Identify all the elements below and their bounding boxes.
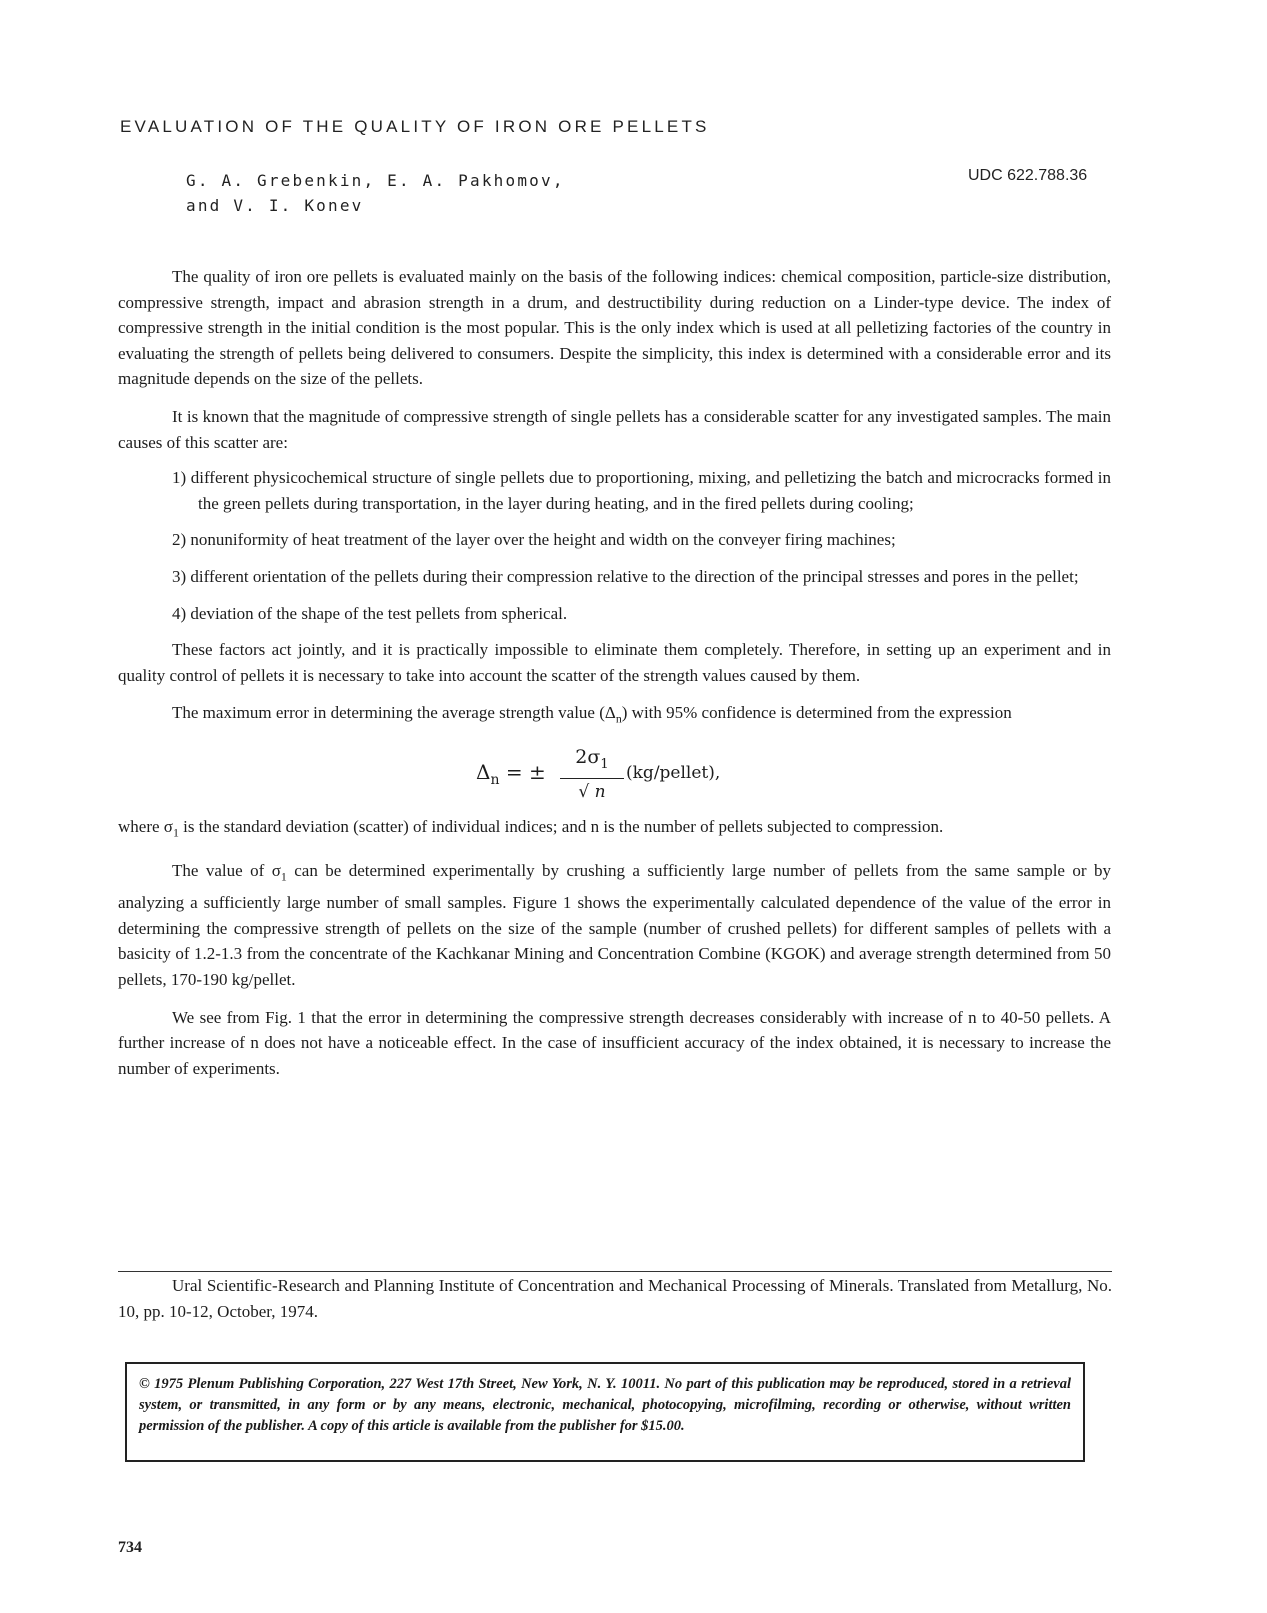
paragraph-4-text-b: ) with 95% confidence is determined from the expression (621, 703, 1012, 723)
article-body (118, 264, 1111, 1081)
page-number: 734 (118, 1539, 142, 1556)
formula-delta: Δ (476, 760, 491, 785)
formula-denominator: √ n (578, 782, 606, 803)
list-item: 2) nonuniformity of heat treatment of the layer over the height and width on the conveyer firing machines; (172, 530, 896, 550)
formula-lhs-subscript: n (490, 772, 500, 789)
causes-list (118, 465, 1111, 626)
authors-line-1: G. A. Grebenkin, E. A. Pakhomov, (186, 171, 565, 190)
formula-numerator (560, 744, 624, 779)
copyright-box (125, 1362, 1085, 1462)
paragraph-6 (118, 858, 1111, 992)
paragraph-6-text-a: The value of σ (172, 861, 281, 881)
list-item: 4) deviation of the shape of the test pellets from spherical. (172, 603, 568, 623)
paragraph-5-text-a: where σ (118, 817, 173, 837)
article-title: EVALUATION OF THE QUALITY OF IRON ORE PELLETS (120, 117, 710, 136)
formula-numerator-subscript: 1 (600, 757, 609, 773)
formula-lhs (476, 760, 546, 794)
paragraph-4 (118, 700, 1111, 732)
paragraph-2: It is known that the magnitude of compressive strength of single pellets has a considerable scatter for any investigated samples. The main causes of this scatter are: (118, 406, 1111, 452)
footnote: Ural Scientific-Research and Planning Institute of Concentration and Mechanical Processing of Minerals. Translated from Metallurg, No. 10, pp. 10-12, October, 1974. (118, 1276, 1112, 1321)
paragraph-5-subscript: 1 (172, 825, 179, 840)
paragraph-1: The quality of iron ore pellets is evaluated mainly on the basis of the following indices: chemical composition, particle-size distribution, compressive strength, impact and abrasion strength in a drum, and destructibility during reduction on a Linder-type device. The index of compressive strength in the initial condition is the most popular. This is the only index which is used at all pelletizing factories of the country in evaluating the strength of pellets being delivered to consumers. Despite the simplicity, this index is determined with a considerable error and its magnitude depends on the size of the pellets. (118, 267, 1111, 389)
udc-code: UDC 622.788.36 (968, 167, 1088, 184)
paragraph-7: We see from Fig. 1 that the error in determining the compressive strength decreases considerably with increase of n to 40-50 pellets. A further increase of n does not have a noticeable effect. In the case of insufficient accuracy of the index obtained, it is necessary to increase the number of experiments. (118, 1007, 1111, 1078)
formula-unit: (kg/pellet), (626, 763, 721, 784)
formula-numerator-text: 2σ (575, 746, 601, 769)
paragraph-4-text-a: The maximum error in determining the average strength value (Δ (172, 703, 616, 723)
paragraph-5-text-b: is the standard deviation (scatter) of individual indices; and n is the number of pellets subjected to compression. (178, 817, 944, 837)
authors-line-2: and V. I. Konev (186, 196, 364, 215)
paragraph-4-subscript: n (615, 711, 622, 726)
list-item: 3) different orientation of the pellets during their compression relative to the direction of the principal stresses and pores in the pellet; (172, 566, 1079, 586)
footnote-divider (118, 1271, 1112, 1272)
paragraph-6-text-b: can be determined experimentally by crushing a sufficiently large number of pellets from the same sample or by analyzing a sufficiently large number of small samples. Figure 1 shows the experimentally calculated dependence of the value of the error in determining the compressive strength of pellets on the size of the sample (number of crushed pellets) for different samples of pellets with a basicity of 1.2-1.3 from the concentrate of the Kachkanar Mining and Concentration Combine (KGOK) and average strength determined from 50 pellets, 170-190 kg/pellet. (118, 861, 1111, 990)
formula-fraction (560, 744, 624, 805)
paragraph-5 (118, 814, 1111, 846)
error-formula (118, 744, 1111, 802)
paragraph-6-subscript: 1 (280, 869, 287, 884)
paragraph-3: These factors act jointly, and it is practically impossible to eliminate them completely. Therefore, in setting up an experiment and in quality control of pellets it is necessary to take into account the scatter of the strength values caused by them. (118, 640, 1111, 685)
formula-equals: = ± (499, 760, 546, 785)
list-item: 1) different physicochemical structure of single pellets due to proportioning, mixing, and pelletizing the batch and microcracks formed in the green pellets during transportation, in the layer during heating, and in the fired pellets during cooling; (172, 468, 1111, 513)
author-list (186, 168, 565, 218)
copyright-notice: © 1975 Plenum Publishing Corporation, 227 West 17th Street, New York, N. Y. 10011. No part of this publication may be reproduced, stored in a retrieval system, or transmitted, in any form or by any means, electronic, mechanical, photocopying, microfilming, recording or otherwise, without written permission of the publisher. A copy of this article is available from the publisher for $15.00. (139, 1376, 1071, 1434)
